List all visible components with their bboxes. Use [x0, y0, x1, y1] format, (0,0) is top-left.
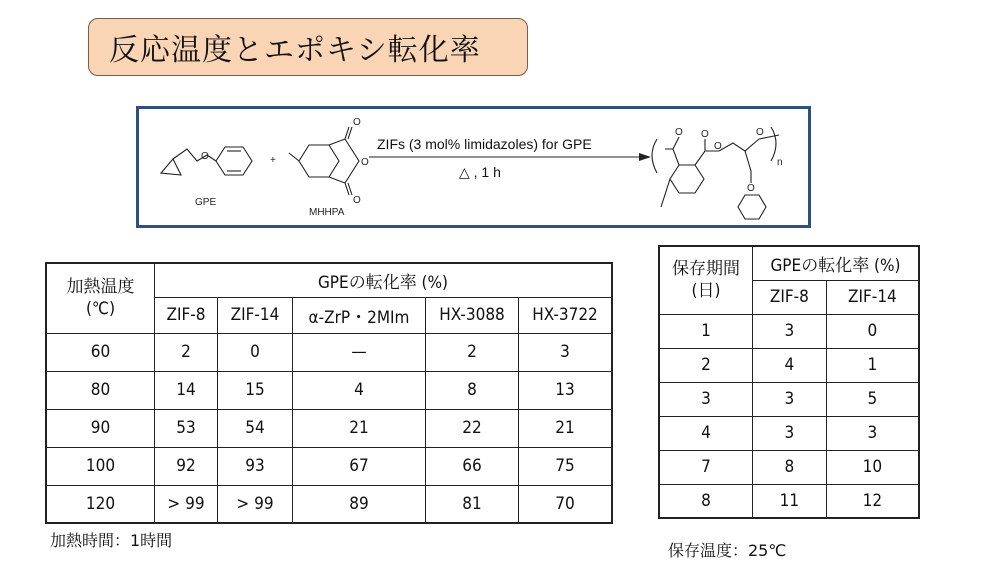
- svg-text:O: O: [747, 183, 755, 194]
- value-cell: 53: [155, 409, 218, 447]
- table-row: [659, 484, 919, 518]
- column-header: ZIF-8: [753, 280, 827, 314]
- period-header-line2: (日): [691, 281, 721, 302]
- day-cell: 4: [659, 416, 753, 450]
- value-cell: 3: [826, 416, 919, 450]
- value-cell: 11: [753, 484, 827, 518]
- condition-top: ZIFs (3 mol% limidazoles) for GPE: [377, 136, 592, 152]
- column-header: ZIF-14: [218, 297, 293, 333]
- day-cell: 7: [659, 450, 753, 484]
- value-cell: > 99: [155, 485, 218, 523]
- value-cell: 3: [753, 416, 827, 450]
- table-row: [46, 333, 612, 371]
- value-cell: 92: [155, 447, 218, 485]
- table-row: [46, 447, 612, 485]
- condition-bottom: △ , 1 h: [459, 164, 501, 180]
- value-cell: 54: [218, 409, 293, 447]
- svg-text:O: O: [675, 127, 683, 138]
- value-cell: 2: [426, 333, 519, 371]
- heating-time-note: 加熱時間：1時間: [50, 531, 173, 550]
- slide-title-text: 反応温度とエポキシ転化率: [109, 33, 481, 68]
- column-header: ZIF-8: [155, 297, 218, 333]
- table-header-row: [46, 263, 612, 297]
- value-cell: > 99: [218, 485, 293, 523]
- reaction-scheme: [136, 106, 811, 228]
- value-cell: 3: [753, 314, 827, 348]
- table-row: [46, 485, 612, 523]
- table-row: [46, 371, 612, 409]
- plus-sign: +: [270, 155, 276, 166]
- value-cell: 14: [155, 371, 218, 409]
- day-cell: 8: [659, 484, 753, 518]
- value-cell: 67: [293, 447, 426, 485]
- value-cell: 13: [519, 371, 613, 409]
- column-header: α-ZrP・2MIm: [293, 297, 426, 333]
- temp-header-line1: 加熱温度: [66, 277, 135, 298]
- value-cell: 66: [426, 447, 519, 485]
- value-cell: 93: [218, 447, 293, 485]
- value-cell: 81: [426, 485, 519, 523]
- slide-title: [88, 18, 528, 76]
- svg-text:O: O: [714, 141, 722, 152]
- value-cell: 8: [753, 450, 827, 484]
- group-header: GPEの転化率 (%): [155, 263, 613, 297]
- temp-header-line2: (℃): [85, 299, 116, 320]
- svg-text:O: O: [701, 129, 709, 140]
- column-header: HX-3722: [519, 297, 613, 333]
- table-row: [659, 382, 919, 416]
- value-cell: 4: [753, 348, 827, 382]
- day-cell: 1: [659, 314, 753, 348]
- day-cell: 3: [659, 382, 753, 416]
- value-cell: 22: [426, 409, 519, 447]
- temp-header: [46, 263, 155, 333]
- value-cell: —: [293, 333, 426, 371]
- temp-cell: 100: [46, 447, 155, 485]
- day-cell: 2: [659, 348, 753, 382]
- value-cell: 0: [218, 333, 293, 371]
- value-cell: 75: [519, 447, 613, 485]
- value-cell: 5: [826, 382, 919, 416]
- value-cell: 3: [753, 382, 827, 416]
- value-cell: 12: [826, 484, 919, 518]
- value-cell: 21: [519, 409, 613, 447]
- gpe-label: GPE: [195, 197, 217, 208]
- value-cell: 4: [293, 371, 426, 409]
- value-cell: 8: [426, 371, 519, 409]
- table-row: [659, 450, 919, 484]
- conversion-by-storage-table: [658, 245, 920, 519]
- table-row: [659, 416, 919, 450]
- value-cell: 70: [519, 485, 613, 523]
- value-cell: 1: [826, 348, 919, 382]
- mhhpa-label: MHHPA: [309, 207, 345, 218]
- table-row: [659, 348, 919, 382]
- table-row: [46, 409, 612, 447]
- temp-cell: 60: [46, 333, 155, 371]
- value-cell: 89: [293, 485, 426, 523]
- table-header-row: [659, 246, 919, 280]
- period-header-line1: 保存期間: [672, 259, 740, 280]
- table-row: [659, 314, 919, 348]
- value-cell: 10: [826, 450, 919, 484]
- subscript-n: n: [777, 157, 783, 168]
- temp-cell: 120: [46, 485, 155, 523]
- value-cell: 0: [826, 314, 919, 348]
- svg-text:O: O: [201, 151, 209, 162]
- value-cell: 3: [519, 333, 613, 371]
- storage-temperature-note: 保存温度：25℃: [668, 541, 787, 560]
- period-header: [659, 246, 753, 314]
- svg-text:O: O: [756, 127, 764, 138]
- svg-text:O: O: [361, 157, 369, 168]
- temp-cell: 90: [46, 409, 155, 447]
- group-header: GPEの転化率 (%): [753, 246, 920, 280]
- value-cell: 2: [155, 333, 218, 371]
- svg-text:O: O: [353, 117, 361, 128]
- value-cell: 15: [218, 371, 293, 409]
- svg-text:O: O: [353, 195, 361, 206]
- value-cell: 21: [293, 409, 426, 447]
- column-header: HX-3088: [426, 297, 519, 333]
- column-header: ZIF-14: [826, 280, 919, 314]
- temp-cell: 80: [46, 371, 155, 409]
- conversion-by-temperature-table: [45, 262, 613, 524]
- reaction-scheme-drawing: [139, 109, 808, 225]
